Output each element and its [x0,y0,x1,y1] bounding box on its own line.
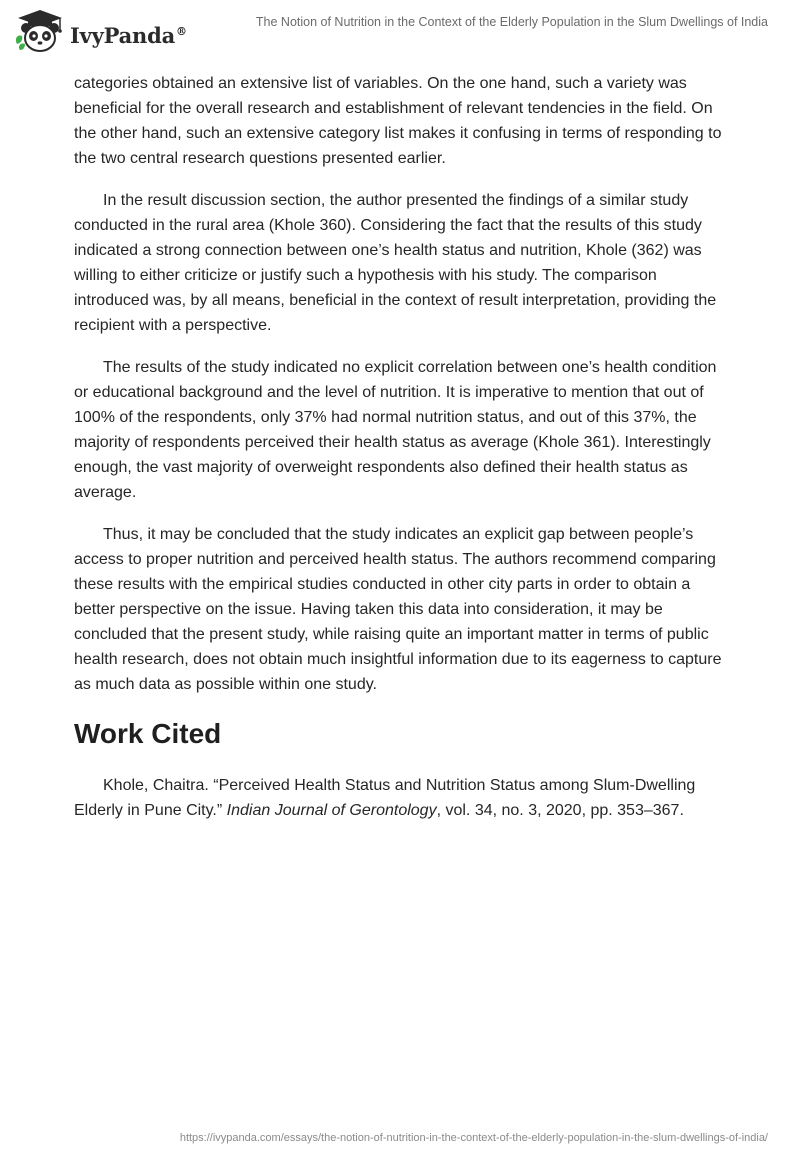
paragraph-continued: categories obtained an extensive list of variables. On the one hand, such a variety was beneficial for the overall research and establishment of relevant tendencies in the field. On the other hand, such an extensive category list makes it confusing in terms of responding to the two central research questions presented earlier. [74,75,722,167]
page-header [0,0,800,64]
ivypanda-logo[interactable] [14,8,187,54]
registered-mark: ® [176,24,187,38]
citation-after: , vol. 34, no. 3, 2020, pp. 353–367. [436,802,684,819]
panda-graduate-logo-icon [14,8,66,54]
document-title: The Notion of Nutrition in the Context of the Elderly Population in the Slum Dwellings of India [255,15,768,29]
citation-journal: Indian Journal of Gerontology [226,802,437,819]
paragraph-results: The results of the study indicated no explicit correlation between one’s health condition or educational background and the level of nutrition. It is imperative to mention that out of 100% of the respondents, only 37% had normal nutrition status, and out of this 37%, the majority of respondents perceived their health status as average (Khole 361). Interestingly enough, the vast majority of overweight respondents also defined their health status as average. [74,359,717,501]
source-url[interactable]: https://ivypanda.com/essays/the-notion-of-nutrition-in-the-context-of-the-elderly-population-in-the-slum-dwellings-of-india/ [179,1132,768,1144]
brand-name [70,23,187,48]
paragraph-result-discussion: In the result discussion section, the author presented the findings of a similar study conducted in the rural area (Khole 360). Considering the fact that the results of this study indicated a strong connection between one’s health status and nutrition, Khole (362) was willing to either criticize or justify such a hypothesis with his study. The comparison introduced was, by all means, beneficial in the context of result interpretation, providing the recipient with a perspective. [74,192,717,334]
paragraph-conclusion: Thus, it may be concluded that the study indicates an explicit gap between people’s access to proper nutrition and perceived health status. The authors recommend comparing these results with the empirical studies conducted in other city parts in order to obtain a better perspective on the issue. Having taken this data into consideration, it may be concluded that the present study, while raising quite an important matter in terms of public health research, does not obtain much insightful information due to its eagerness to capture as much data as possible within one study. [74,526,722,693]
brand-name-text: IvyPanda [70,22,176,48]
citation-before: Khole, Chaitra. “Perceived Health Status and Nutrition Status among Slum-Dwelling Elderly in Pune City.” [74,777,696,819]
citation-entry [74,773,734,823]
works-cited-heading: Work Cited [74,718,222,749]
essay-body [74,71,734,840]
